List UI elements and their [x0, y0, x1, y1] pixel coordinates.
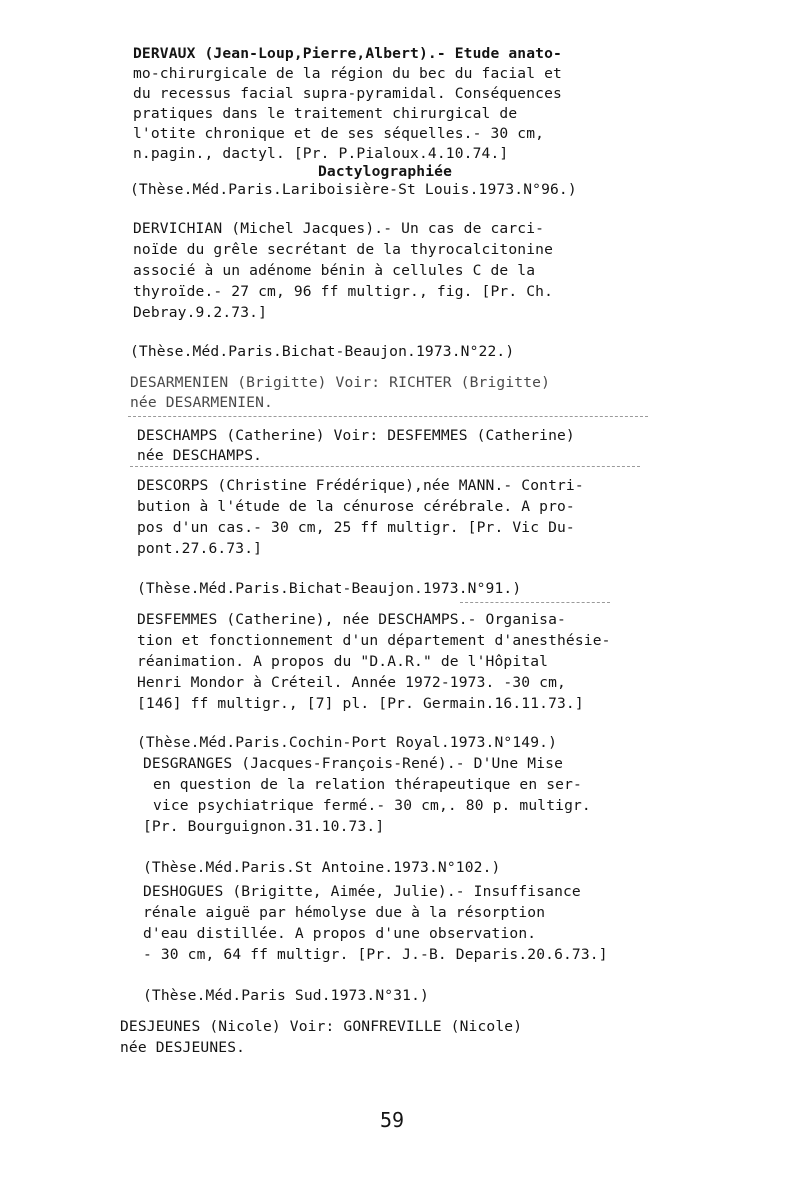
entry-citation: (Thèse.Méd.Paris Sud.1973.N°31.)	[143, 987, 429, 1004]
entry-line: d'eau distillée. A propos d'une observation.	[143, 925, 537, 942]
entry-line: DESARMENIEN (Brigitte) Voir: RICHTER (Brigitte)	[130, 374, 551, 391]
separator-rule	[128, 416, 648, 417]
entry-line: noïde du grêle secrétant de la thyrocalcitonine	[133, 241, 554, 258]
entry-line: en question de la relation thérapeutique en ser-	[153, 776, 582, 793]
entry-line: vice psychiatrique fermé.- 30 cm,. 80 p. multigr.	[153, 797, 591, 814]
entry-citation: (Thèse.Méd.Paris.Bichat-Beaujon.1973.N°91.)	[137, 580, 522, 597]
entry-line: DERVICHIAN (Michel Jacques).- Un cas de carci-	[133, 220, 545, 237]
entry-line: réanimation. A propos du "D.A.R." de l'Hôpital	[137, 653, 549, 670]
entry-line: née DESCHAMPS.	[137, 447, 263, 464]
entry-line: tion et fonctionnement d'un département d'anesthésie-	[137, 632, 611, 649]
entry-line: DESFEMMES (Catherine), née DESCHAMPS.- Organisa-	[137, 611, 566, 628]
entry-line: [Pr. Bourguignon.31.10.73.]	[143, 818, 385, 835]
entry-line: DESHOGUES (Brigitte, Aimée, Julie).- Insuffisance	[143, 883, 581, 900]
entry-citation: (Thèse.Méd.Paris.Cochin-Port Royal.1973.N°149.)	[137, 734, 558, 751]
entry-line: DESJEUNES (Nicole) Voir: GONFREVILLE (Nicole)	[120, 1018, 523, 1035]
entry-line: du recessus facial supra-pyramidal. Conséquences	[133, 85, 562, 102]
entry-line: née DESJEUNES.	[120, 1039, 246, 1056]
entry-line: DESCORPS (Christine Frédérique),née MANN.- Contri-	[137, 477, 584, 494]
entry-line: pratiques dans le traitement chirurgical de	[133, 105, 518, 122]
entry-line: n.pagin., dactyl. [Pr. P.Pialoux.4.10.74.]	[133, 145, 509, 162]
entry-line: thyroïde.- 27 cm, 96 ff multigr., fig. [Pr. Ch.	[133, 283, 554, 300]
entry-line: DESCHAMPS (Catherine) Voir: DESFEMMES (Catherine)	[137, 427, 575, 444]
entry-line: pont.27.6.73.]	[137, 540, 263, 557]
entry-line: DERVAUX (Jean-Loup,Pierre,Albert).- Etude anato-	[133, 45, 562, 62]
entry-line: mo-chirurgicale de la région du bec du facial et	[133, 65, 562, 82]
entry-line: - 30 cm, 64 ff multigr. [Pr. J.-B. Deparis.20.6.73.]	[143, 946, 608, 963]
entry-line: associé à un adénome bénin à cellules C de la	[133, 262, 536, 279]
separator-rule	[460, 602, 610, 603]
entry-line: l'otite chronique et de ses séquelles.- 30 cm,	[133, 125, 545, 142]
entry-citation: (Thèse.Méd.Paris.St Antoine.1973.N°102.)	[143, 859, 501, 876]
entry-line: pos d'un cas.- 30 cm, 25 ff multigr. [Pr. Vic Du-	[137, 519, 575, 536]
entry-line: Henri Mondor à Créteil. Année 1972-1973. -30 cm,	[137, 674, 566, 691]
entry-note: Dactylographiée	[318, 163, 453, 180]
entry-citation: (Thèse.Méd.Paris.Lariboisière-St Louis.1973.N°96.)	[130, 181, 577, 198]
entry-line: née DESARMENIEN.	[130, 394, 273, 411]
entry-line: rénale aiguë par hémolyse due à la résorption	[143, 904, 546, 921]
separator-rule	[130, 466, 640, 467]
entry-line: DESGRANGES (Jacques-François-René).- D'Une Mise	[143, 755, 564, 772]
entry-line: [146] ff multigr., [7] pl. [Pr. Germain.16.11.73.]	[137, 695, 584, 712]
entry-citation: (Thèse.Méd.Paris.Bichat-Beaujon.1973.N°22.)	[130, 343, 515, 360]
page-number: 59	[380, 1108, 405, 1132]
entry-line: Debray.9.2.73.]	[133, 304, 268, 321]
entry-line: bution à l'étude de la cénurose cérébrale. A pro-	[137, 498, 575, 515]
